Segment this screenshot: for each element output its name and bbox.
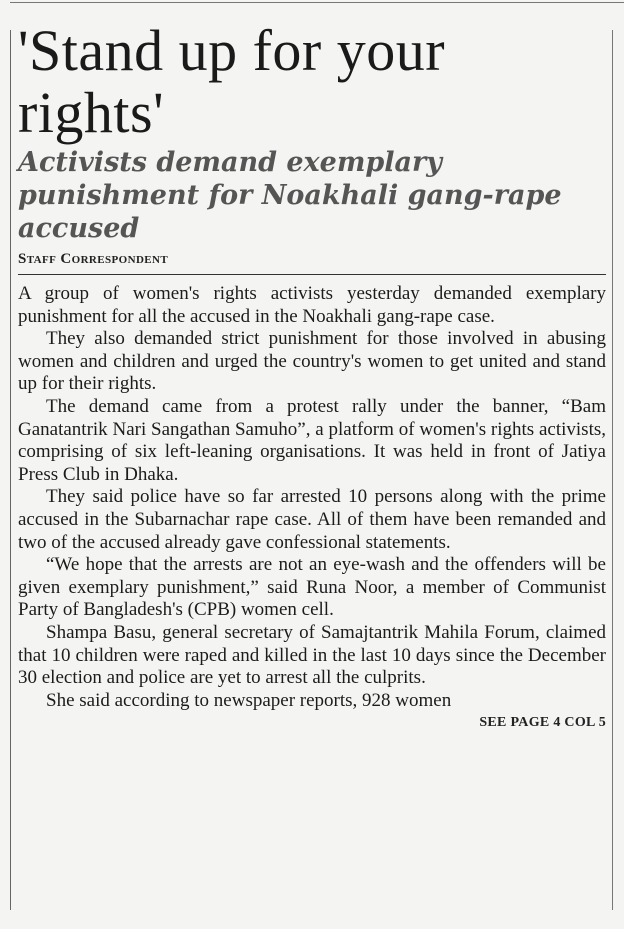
news-article [18, 20, 606, 731]
paragraph-2: They also demanded strict punishment for those involved in abusing women and children and urged the country's women to get united and stand up for their rights. [18, 328, 606, 395]
byline-divider [18, 274, 606, 275]
subheadline: Activists demand exemplary punishment for Noakhali gang-rape accused [18, 147, 562, 244]
byline: Staff Correspondent [18, 251, 169, 267]
paragraph-1: A group of women's rights activists yesterday demanded exemplary punishment for all the accused in the Noakhali gang-rape case. [18, 283, 606, 327]
paragraph-3: The demand came from a protest rally under the banner, “Bam Ganatantrik Nari Sangathan Samuho”, a platform of women's rights activists, comprising of six left-leaning organisations. It was held in front of Jatiya Press Club in Dhaka. [18, 395, 606, 485]
top-border [10, 2, 624, 3]
paragraph-6: Shampa Basu, general secretary of Samajtantrik Mahila Forum, claimed that 10 children were raped and killed in the last 10 days since the December 30 election and police are yet to arrest all the culprits. [18, 621, 606, 689]
paragraph-5: “We hope that the arrests are not an eye-wash and the offenders will be given exemplary punishment,” said Runa Noor, a member of Communist Party of Bangladesh's (CPB) women cell. [18, 554, 606, 621]
continuation-note: SEE PAGE 4 COL 5 [479, 715, 606, 731]
headline: 'Stand up for your rights' [18, 18, 446, 145]
right-column-rule [612, 30, 613, 910]
paragraph-4: They said police have so far arrested 10 persons along with the prime accused in the Subarnachar rape case. All of them have been remanded and two of the accused already gave confessional statements. [18, 486, 606, 553]
article-body [18, 283, 606, 712]
paragraph-7: She said according to newspaper reports, 928 women [46, 689, 452, 711]
left-column-rule [10, 30, 11, 910]
